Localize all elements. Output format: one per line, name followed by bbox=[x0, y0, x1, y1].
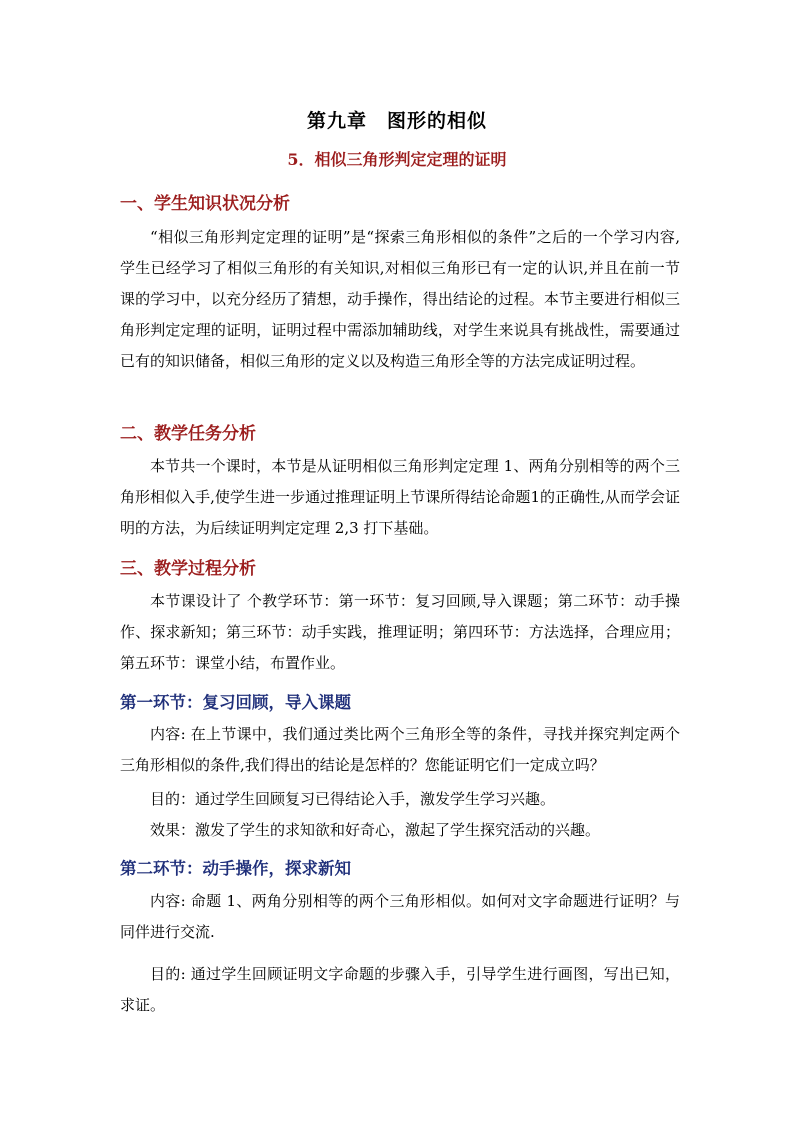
step2-heading: 第二环节：动手操作，探求新知 bbox=[120, 859, 351, 878]
step1-effect: 效果：激发了学生的求知欲和好奇心，激起了学生探究活动的兴趣。 bbox=[150, 821, 601, 839]
section-text-task-analysis: 本节共一个课时，本节是从证明相似三角形判定定理 1、两角分别相等的两个三角形相似入手,使学生进一步通过推理证明上节课所得结论命题1的正确性,从而学会证明的方法，为后续证明判定定理 2,3 打下基础。 bbox=[120, 457, 680, 537]
section-heading-process-analysis: 三、教学过程分析 bbox=[120, 559, 256, 579]
section-text-process-analysis: 本节课设计了 个教学环节：第一环节：复习回顾,导入课题；第二环节：动手操作、探求新知；第三环节：动手实践，推理证明；第四环节：方法选择，合理应用；第五环节：课堂小结，布置作业。 bbox=[120, 592, 680, 672]
lesson-title: 5．相似三角形判定定理的证明 bbox=[287, 150, 507, 169]
step2-goal: 目的: 通过学生回顾证明文字命题的步骤入手，引导学生进行画图，写出已知，求证。 bbox=[120, 965, 680, 1014]
step1-content: 内容: 在上节课中，我们通过类比两个三角形全等的条件，寻找并探究判定两个三角形相似的条件,我们得出的结论是怎样的？您能证明它们一定成立吗？ bbox=[120, 725, 680, 774]
step1-goal: 目的：通过学生回顾复习已得结论入手，激发学生学习兴趣。 bbox=[150, 790, 556, 808]
chapter-title: 第九章 图形的相似 bbox=[306, 110, 487, 132]
section-text-student-analysis: “相似三角形判定定理的证明”是“探索三角形相似的条件”之后的一个学习内容,学生已经学习了相似三角形的有关知识,对相似三角形已有一定的认识,并且在前一节课的学习中，以充分经历了猜想，动手操作，得出结论的过程。本节主要进行相似三角形判定定理的证明，证明过程中需添加辅助线，对学生来说具有挑战性，需要通过已有的知识储备，相似三角形的定义以及构造三角形全等的方法完成证明过程。 bbox=[120, 228, 680, 370]
section-heading-task-analysis: 二、教学任务分析 bbox=[120, 424, 256, 444]
section-heading-student-analysis: 一、学生知识状况分析 bbox=[120, 194, 290, 214]
step1-heading: 第一环节：复习回顾，导入课题 bbox=[120, 693, 351, 712]
step2-content: 内容: 命题 1、两角分别相等的两个三角形相似。如何对文字命题进行证明？与同伴进行交流. bbox=[120, 892, 680, 941]
